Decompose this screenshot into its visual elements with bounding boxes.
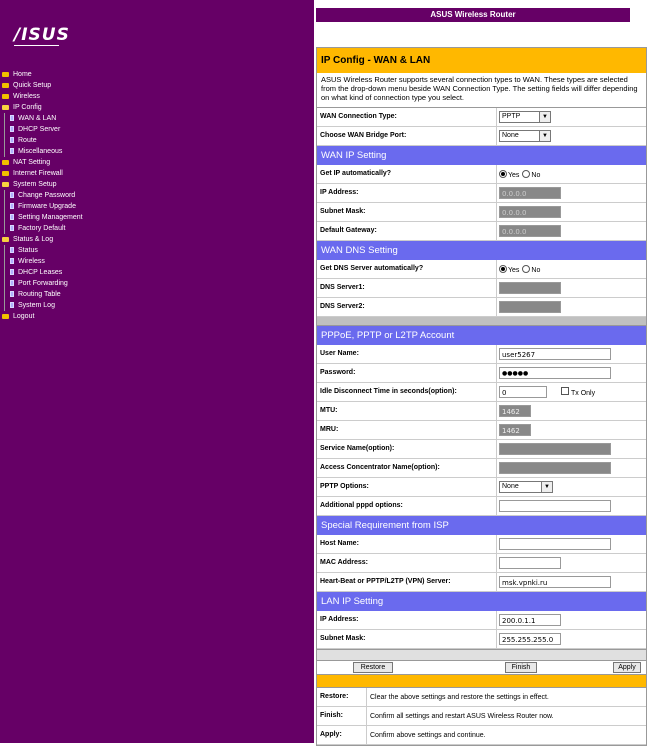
document-icon	[10, 203, 14, 209]
nav-item-label: Setting Management	[18, 214, 83, 221]
pptp-options-label: PPTP Options:	[317, 478, 497, 496]
nav-item-wireless[interactable]	[0, 91, 314, 102]
nav-menu	[0, 69, 314, 322]
tree-line-icon	[4, 146, 5, 157]
tree-line-icon	[4, 124, 5, 135]
help-label: Restore:	[317, 688, 367, 706]
left-navigation-frame	[0, 0, 314, 743]
tree-line-icon	[4, 135, 5, 146]
chevron-down-icon: ▼	[539, 131, 550, 141]
dns1-label: DNS Server1:	[317, 279, 497, 297]
isp-section-title: Special Requirement from ISP	[317, 516, 646, 535]
wan-ip-address-label: IP Address:	[317, 184, 497, 202]
lan-ip-input[interactable]: 200.0.1.1	[499, 614, 561, 626]
dns1-input[interactable]	[499, 282, 561, 294]
nav-item-label: NAT Setting	[13, 159, 51, 166]
document-icon	[10, 247, 14, 253]
nav-item-label: WAN & LAN	[18, 115, 57, 122]
tx-only-checkbox[interactable]	[561, 387, 569, 395]
document-icon	[10, 115, 14, 121]
document-icon	[10, 269, 14, 275]
nav-item-label: System Setup	[13, 181, 57, 188]
idle-time-input[interactable]: 0	[499, 386, 547, 398]
tree-line-icon	[4, 212, 5, 223]
help-row	[317, 707, 646, 726]
finish-button[interactable]: Finish	[505, 662, 537, 673]
nav-item-label: Logout	[13, 313, 35, 320]
pppoe-section-title: PPPoE, PPTP or L2TP Account	[317, 326, 646, 345]
mac-address-row	[317, 554, 646, 573]
nav-item-route[interactable]	[0, 135, 314, 146]
wan-connection-type-value: PPTP	[502, 113, 521, 120]
button-row	[317, 661, 646, 675]
help-text: Confirm above settings and continue.	[370, 731, 486, 739]
lan-mask-label: Subnet Mask:	[317, 630, 497, 648]
wan-subnet-mask-row	[317, 203, 646, 222]
folder-icon	[2, 94, 9, 99]
ac-name-input[interactable]	[499, 462, 611, 474]
nav-item-label: Port Forwarding	[18, 280, 68, 287]
username-row	[317, 345, 646, 364]
pptp-options-row	[317, 478, 646, 497]
lan-ip-row	[317, 611, 646, 630]
asus-logo: /ISUS	[14, 25, 70, 45]
dns-auto-no-label: No	[531, 267, 541, 274]
nav-item-system-setup[interactable]	[0, 179, 314, 190]
password-input[interactable]: ●●●●●	[499, 367, 611, 379]
dns-auto-yes-label: Yes	[508, 267, 520, 274]
nav-item-ip-config[interactable]	[0, 102, 314, 113]
logo-underline	[14, 45, 59, 46]
host-name-row	[317, 535, 646, 554]
pppd-options-row	[317, 497, 646, 516]
help-text: Clear the above settings and restore the settings in effect.	[370, 693, 549, 701]
document-icon	[10, 302, 14, 308]
wan-bridge-port-row	[317, 127, 646, 146]
dns1-row	[317, 279, 646, 298]
nav-item-label: Route	[18, 137, 37, 144]
nav-item-label: Miscellaneous	[18, 148, 63, 155]
help-row	[317, 726, 646, 745]
ip-auto-no-label: No	[531, 172, 541, 179]
document-icon	[10, 137, 14, 143]
restore-button[interactable]: Restore	[353, 662, 393, 673]
apply-button[interactable]: Apply	[613, 662, 641, 673]
nav-item-routing-table[interactable]	[0, 289, 314, 300]
pppd-options-label: Additional pppd options:	[317, 497, 497, 515]
wan-gateway-input[interactable]: 0.0.0.0	[499, 225, 561, 237]
page-title: IP Config - WAN & LAN	[317, 48, 646, 73]
nav-item-firmware-upgrade[interactable]	[0, 201, 314, 212]
lan-section-title: LAN IP Setting	[317, 592, 646, 611]
nav-item-change-password[interactable]	[0, 190, 314, 201]
mru-label: MRU:	[317, 421, 497, 439]
document-icon	[10, 291, 14, 297]
ac-name-row	[317, 459, 646, 478]
get-ip-auto-label: Get IP automatically?	[317, 165, 497, 183]
wan-gateway-row	[317, 222, 646, 241]
wan-subnet-mask-input[interactable]: 0.0.0.0	[499, 206, 561, 218]
lan-ip-label: IP Address:	[317, 611, 497, 629]
wan-gateway-label: Default Gateway:	[317, 222, 497, 240]
nav-item-label: Firmware Upgrade	[18, 203, 76, 210]
idle-time-label: Idle Disconnect Time in seconds(option):	[317, 383, 497, 401]
username-label: User Name:	[317, 345, 497, 363]
folder-icon	[2, 83, 9, 88]
nav-item-status-log[interactable]	[0, 234, 314, 245]
chevron-down-icon: ▼	[539, 112, 550, 122]
wan-dns-section-title: WAN DNS Setting	[317, 241, 646, 260]
tree-line-icon	[4, 256, 5, 267]
ac-name-label: Access Concentrator Name(option):	[317, 459, 497, 477]
mtu-input[interactable]: 1462	[499, 405, 531, 417]
wan-connection-type-label: WAN Connection Type:	[317, 108, 497, 126]
help-row	[317, 688, 646, 707]
folder-icon	[2, 72, 9, 77]
nav-item-status[interactable]	[0, 245, 314, 256]
nav-item-label: Factory Default	[18, 225, 66, 232]
page-description: ASUS Wireless Router supports several connection types to WAN. These types are selected from the drop-down menu beside WAN Connection Type. The setting fields will differ depending on what kind of connection type you select.	[317, 73, 646, 108]
document-icon	[10, 148, 14, 154]
host-name-label: Host Name:	[317, 535, 497, 553]
nav-item-label: DHCP Server	[18, 126, 61, 133]
lan-mask-input[interactable]: 255.255.255.0	[499, 633, 561, 645]
service-name-label: Service Name(option):	[317, 440, 497, 458]
idle-time-row	[317, 383, 646, 402]
document-icon	[10, 126, 14, 132]
heartbeat-row	[317, 573, 646, 592]
chevron-down-icon: ▼	[541, 482, 552, 492]
help-header-strip	[317, 675, 646, 688]
folder-icon	[2, 314, 9, 319]
nav-item-label: Status & Log	[13, 236, 54, 243]
mtu-label: MTU:	[317, 402, 497, 420]
help-text: Confirm all settings and restart ASUS Wireless Router now.	[370, 712, 554, 720]
tree-line-icon	[4, 201, 5, 212]
host-name-input[interactable]	[499, 538, 611, 550]
nav-item-setting-management[interactable]	[0, 212, 314, 223]
tree-line-icon	[4, 223, 5, 234]
tree-line-icon	[4, 278, 5, 289]
service-name-row	[317, 440, 646, 459]
dns2-row	[317, 298, 646, 317]
nav-item-nat-setting[interactable]	[0, 157, 314, 168]
nav-item-dhcp-leases[interactable]	[0, 267, 314, 278]
password-row	[317, 364, 646, 383]
document-icon	[10, 225, 14, 231]
password-label: Password:	[317, 364, 497, 382]
mac-address-label: MAC Address:	[317, 554, 497, 572]
folder-open-icon	[2, 105, 9, 110]
tree-line-icon	[4, 289, 5, 300]
dns-auto-no-radio[interactable]	[522, 265, 530, 273]
folder-open-icon	[2, 237, 9, 242]
nav-item-wan-lan[interactable]	[0, 113, 314, 124]
lan-mask-row	[317, 630, 646, 649]
nav-item-label: Status	[18, 247, 38, 254]
ip-auto-yes-radio[interactable]	[499, 170, 507, 178]
nav-item-logout[interactable]	[0, 311, 314, 322]
heartbeat-input[interactable]: msk.vpnki.ru	[499, 576, 611, 588]
wan-ip-section-title: WAN IP Setting	[317, 146, 646, 165]
wan-ip-address-input[interactable]: 0.0.0.0	[499, 187, 561, 199]
service-name-input[interactable]	[499, 443, 611, 455]
tree-line-icon	[4, 113, 5, 124]
nav-item-label: Internet Firewall	[13, 170, 63, 177]
tx-only-label: Tx Only	[571, 390, 596, 397]
config-panel	[316, 47, 647, 746]
document-icon	[10, 258, 14, 264]
nav-item-label: Quick Setup	[13, 82, 52, 89]
nav-item-label: System Log	[18, 302, 55, 309]
wan-bridge-port-value: None	[502, 132, 519, 139]
nav-item-system-log[interactable]	[0, 300, 314, 311]
nav-item-label: Wireless	[18, 258, 45, 265]
pppd-options-input[interactable]	[499, 500, 611, 512]
folder-open-icon	[2, 182, 9, 187]
mac-address-input[interactable]	[499, 557, 561, 569]
dns-auto-yes-radio[interactable]	[499, 265, 507, 273]
pptp-options-value: None	[502, 483, 519, 490]
nav-item-wireless[interactable]	[0, 256, 314, 267]
button-divider	[317, 649, 646, 661]
nav-item-home[interactable]	[0, 69, 314, 80]
nav-item-port-forwarding[interactable]	[0, 278, 314, 289]
document-icon	[10, 280, 14, 286]
router-title-bar: ASUS Wireless Router	[316, 8, 630, 22]
help-label: Apply:	[317, 726, 367, 744]
nav-item-label: Wireless	[13, 93, 40, 100]
dns2-input[interactable]	[499, 301, 561, 313]
help-table	[317, 688, 646, 745]
nav-item-label: IP Config	[13, 104, 42, 111]
nav-item-factory-default[interactable]	[0, 223, 314, 234]
heartbeat-label: Heart-Beat or PPTP/L2TP (VPN) Server:	[317, 573, 497, 591]
wan-subnet-mask-label: Subnet Mask:	[317, 203, 497, 221]
nav-item-dhcp-server[interactable]	[0, 124, 314, 135]
nav-item-label: Routing Table	[18, 291, 61, 298]
mtu-row	[317, 402, 646, 421]
get-dns-auto-label: Get DNS Server automatically?	[317, 260, 497, 278]
nav-item-label: Home	[13, 71, 32, 78]
tree-line-icon	[4, 245, 5, 256]
nav-item-label: DHCP Leases	[18, 269, 63, 276]
wan-bridge-port-label: Choose WAN Bridge Port:	[317, 127, 497, 145]
nav-item-internet-firewall[interactable]	[0, 168, 314, 179]
wan-connection-type-select[interactable]	[499, 111, 551, 123]
nav-item-label: Change Password	[18, 192, 76, 199]
section-divider	[317, 317, 646, 326]
nav-item-miscellaneous[interactable]	[0, 146, 314, 157]
tree-line-icon	[4, 267, 5, 278]
pptp-options-select[interactable]	[499, 481, 553, 493]
wan-ip-address-row	[317, 184, 646, 203]
dns2-label: DNS Server2:	[317, 298, 497, 316]
folder-icon	[2, 160, 9, 165]
wan-bridge-port-select[interactable]	[499, 130, 551, 142]
ip-auto-yes-label: Yes	[508, 172, 520, 179]
folder-icon	[2, 171, 9, 176]
ip-auto-no-radio[interactable]	[522, 170, 530, 178]
mru-row	[317, 421, 646, 440]
username-input[interactable]: user5267	[499, 348, 611, 360]
tree-line-icon	[4, 190, 5, 201]
mru-input[interactable]: 1462	[499, 424, 531, 436]
tree-line-icon	[4, 300, 5, 311]
get-dns-auto-row	[317, 260, 646, 279]
nav-item-quick-setup[interactable]	[0, 80, 314, 91]
wan-connection-type-row	[317, 108, 646, 127]
get-ip-auto-row	[317, 165, 646, 184]
document-icon	[10, 192, 14, 198]
document-icon	[10, 214, 14, 220]
help-label: Finish:	[317, 707, 367, 725]
